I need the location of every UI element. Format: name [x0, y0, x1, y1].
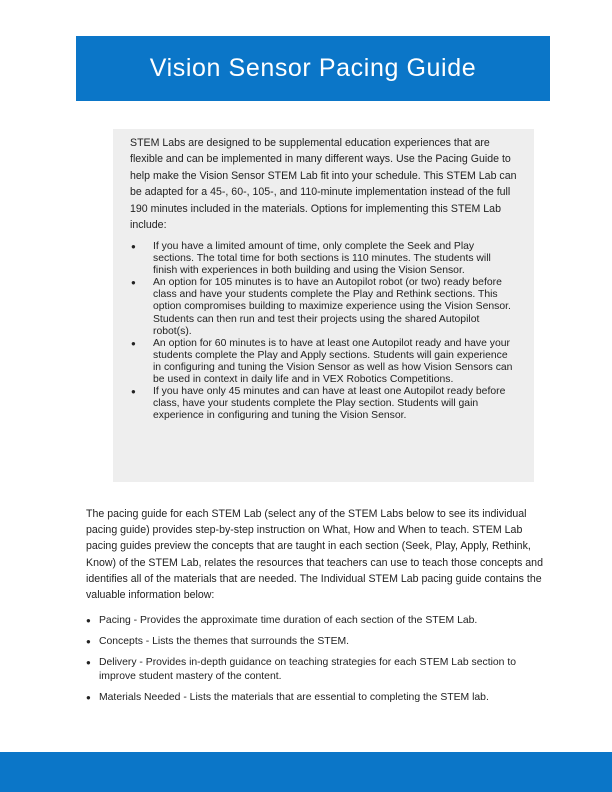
feature-text: Delivery - Provides in-depth guidance on teaching strategies for each STEM Lab section to improve student mastery of the content.	[99, 657, 517, 682]
option-item	[113, 338, 534, 386]
bullet-icon: ●	[86, 693, 91, 702]
feature-item	[86, 635, 546, 649]
feature-item	[86, 614, 546, 628]
option-item	[113, 277, 534, 337]
option-text: If you have a limited amount of time, only complete the Seek and Play sections. The total time for both sections is 110 minutes. The students will finish with experiences in both building and using the Vision Sensor.	[153, 241, 491, 277]
option-item	[113, 241, 534, 277]
bullet-icon: ●	[86, 637, 91, 646]
option-text: An option for 60 minutes is to have at least one Autopilot ready and have your students complete the Play and Apply sections. Students will gain experience in configuring and tuning the Vision Sensor as well as how Vision Sensors can be used in context in daily life and in VEX Robotics Competitions.	[153, 337, 513, 386]
bullet-icon: ●	[131, 242, 136, 251]
feature-text: Materials Needed - Lists the materials that are essential to completing the STEM lab.	[99, 692, 489, 703]
bullet-icon: ●	[86, 616, 91, 625]
intro-panel	[113, 129, 534, 482]
bullet-icon: ●	[131, 387, 136, 397]
feature-text: Concepts - Lists the themes that surrounds the STEM.	[99, 636, 350, 647]
options-list	[113, 241, 534, 422]
features-list	[86, 614, 546, 705]
feature-text: Pacing - Provides the approximate time duration of each section of the STEM Lab.	[99, 615, 478, 626]
intro-paragraph: STEM Labs are designed to be supplemental education experiences that are flexible and can be implemented in many different ways. Use the Pacing Guide to help make the Vision Sensor STEM Lab fit into your schedule. This STEM Lab can be adapted for a 45-, 60-, 105-, and 110-minute implementation instead of the full 190 minutes included in the materials. Options for implementing this STEM Lab include:	[130, 137, 517, 232]
bullet-icon: ●	[131, 338, 136, 348]
option-text: An option for 105 minutes is to have an Autopilot robot (or two) ready before class and have your students complete the Play and Rethink sections. This option compromises building to maximize experience using the Vision Sensor. Students can then run and test their projects using the shared Autopilot robot(s).	[153, 277, 511, 337]
feature-item	[86, 656, 546, 684]
option-text: If you have only 45 minutes and can have at least one Autopilot ready before class, have your students complete the Play section. Students will gain experience in configuring and tuning the Vision Sensor.	[153, 386, 506, 422]
bullet-icon: ●	[131, 278, 136, 288]
feature-item	[86, 691, 546, 705]
footer-bar	[0, 752, 612, 792]
title-banner	[76, 36, 550, 101]
pacing-guide-paragraph: The pacing guide for each STEM Lab (select any of the STEM Labs below to see its individual pacing guide) provides step-by-step instruction on What, How and When to teach. STEM Lab pacing guides preview the concepts that are taught in each section (Seek, Play, Apply, Rethink, Know) of the STEM Lab, relates the resources that teachers can use to teach those concepts and identifies all of the materials that are needed. The Individual STEM Lab pacing guide contains the valuable information below:	[86, 508, 543, 602]
page-title: Vision Sensor Pacing Guide	[149, 54, 477, 82]
option-item	[113, 386, 534, 422]
bullet-icon: ●	[86, 658, 91, 667]
